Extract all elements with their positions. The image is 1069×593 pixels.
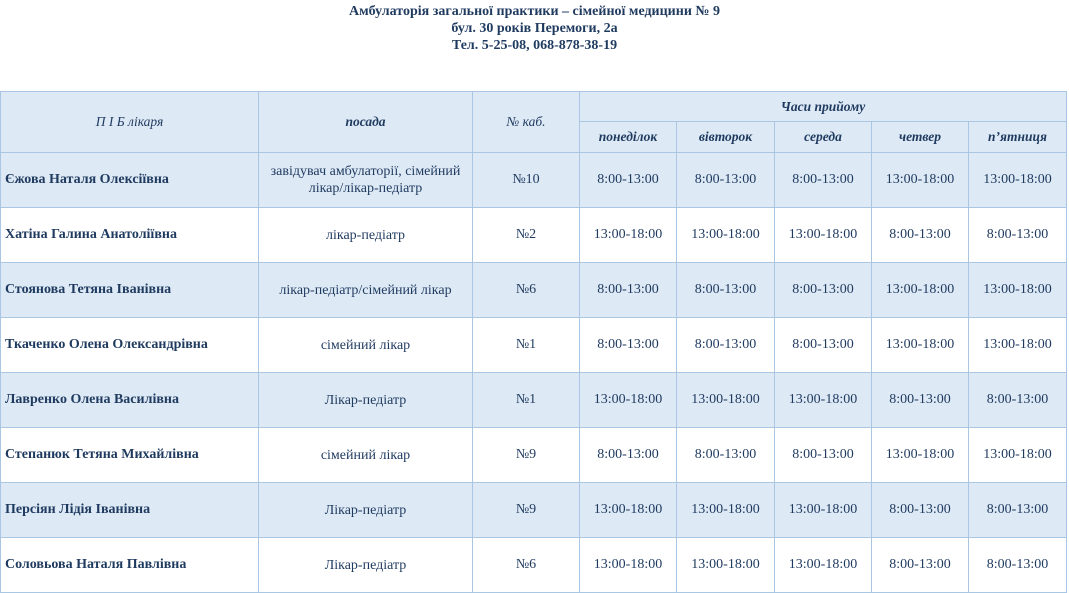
hours-cell: 8:00-13:00: [677, 153, 775, 208]
doctor-position: сімейний лікар: [259, 428, 473, 483]
hours-cell: 13:00-18:00: [677, 483, 775, 538]
header-day: понеділок: [580, 122, 677, 153]
header-day: вівторок: [677, 122, 775, 153]
hours-cell: 13:00-18:00: [580, 208, 677, 263]
hours-cell: 13:00-18:00: [872, 153, 969, 208]
hours-cell: 8:00-13:00: [677, 428, 775, 483]
hours-cell: 13:00-18:00: [580, 483, 677, 538]
table-row: [1, 208, 1067, 263]
clinic-header: [0, 3, 1069, 54]
hours-cell: 8:00-13:00: [969, 373, 1067, 428]
hours-cell: 8:00-13:00: [580, 263, 677, 318]
doctor-name: Степанюк Тетяна Михайлівна: [1, 428, 259, 483]
hours-cell: 8:00-13:00: [969, 483, 1067, 538]
schedule-table: [0, 91, 1067, 593]
doctor-position: лікар-педіатр: [259, 208, 473, 263]
hours-cell: 8:00-13:00: [775, 153, 872, 208]
hours-cell: 13:00-18:00: [969, 318, 1067, 373]
hours-cell: 13:00-18:00: [677, 208, 775, 263]
table-row: [1, 373, 1067, 428]
table-row: [1, 153, 1067, 208]
hours-cell: 8:00-13:00: [872, 373, 969, 428]
hours-cell: 8:00-13:00: [872, 483, 969, 538]
hours-cell: 13:00-18:00: [775, 373, 872, 428]
room-number: №6: [473, 538, 580, 593]
clinic-address: бул. 30 років Перемоги, 2а: [451, 21, 618, 36]
hours-cell: 8:00-13:00: [872, 208, 969, 263]
hours-cell: 13:00-18:00: [677, 538, 775, 593]
room-number: №9: [473, 428, 580, 483]
table-row: [1, 483, 1067, 538]
hours-cell: 13:00-18:00: [580, 538, 677, 593]
table-row: [1, 428, 1067, 483]
hours-cell: 13:00-18:00: [872, 428, 969, 483]
hours-cell: 13:00-18:00: [969, 153, 1067, 208]
header-hours: Часи прийому: [580, 92, 1067, 122]
doctor-position: Лікар-педіатр: [259, 373, 473, 428]
hours-cell: 8:00-13:00: [677, 263, 775, 318]
hours-cell: 8:00-13:00: [580, 428, 677, 483]
hours-cell: 13:00-18:00: [580, 373, 677, 428]
table-row: [1, 318, 1067, 373]
hours-cell: 13:00-18:00: [775, 538, 872, 593]
hours-cell: 8:00-13:00: [872, 538, 969, 593]
doctor-position: Лікар-педіатр: [259, 538, 473, 593]
doctor-name: Стоянова Тетяна Іванівна: [1, 263, 259, 318]
header-day: четвер: [872, 122, 969, 153]
hours-cell: 13:00-18:00: [677, 373, 775, 428]
hours-cell: 13:00-18:00: [969, 428, 1067, 483]
hours-cell: 8:00-13:00: [580, 153, 677, 208]
doctor-name: Соловьова Наталя Павлівна: [1, 538, 259, 593]
hours-cell: 8:00-13:00: [969, 538, 1067, 593]
clinic-phone: Тел. 5-25-08, 068-878-38-19: [451, 38, 618, 53]
hours-cell: 8:00-13:00: [775, 428, 872, 483]
room-number: №6: [473, 263, 580, 318]
room-number: №1: [473, 373, 580, 428]
hours-cell: 8:00-13:00: [775, 263, 872, 318]
doctor-position: сімейний лікар: [259, 318, 473, 373]
room-number: №9: [473, 483, 580, 538]
room-number: №2: [473, 208, 580, 263]
hours-cell: 13:00-18:00: [775, 483, 872, 538]
doctor-position: Лікар-педіатр: [259, 483, 473, 538]
doctor-position: лікар-педіатр/сімейний лікар: [259, 263, 473, 318]
hours-cell: 13:00-18:00: [775, 208, 872, 263]
header-day: п’ятниця: [969, 122, 1067, 153]
hours-cell: 13:00-18:00: [872, 263, 969, 318]
table-row: [1, 538, 1067, 593]
room-number: №1: [473, 318, 580, 373]
doctor-position: завідувач амбулаторії, сімейний лікар/лікар-педіатр: [259, 153, 473, 208]
header-room: № каб.: [473, 92, 580, 153]
hours-cell: 13:00-18:00: [969, 263, 1067, 318]
doctor-name: Хатіна Галина Анатоліївна: [1, 208, 259, 263]
hours-cell: 8:00-13:00: [580, 318, 677, 373]
hours-cell: 13:00-18:00: [872, 318, 969, 373]
doctor-name: Ткаченко Олена Олександрівна: [1, 318, 259, 373]
room-number: №10: [473, 153, 580, 208]
doctor-name: Єжова Наталя Олексіївна: [1, 153, 259, 208]
doctor-name: Персіян Лідія Іванівна: [1, 483, 259, 538]
table-row: [1, 263, 1067, 318]
hours-cell: 8:00-13:00: [969, 208, 1067, 263]
header-doctor-name: П І Б лікаря: [1, 92, 259, 153]
header-position: посада: [259, 92, 473, 153]
doctor-name: Лавренко Олена Василівна: [1, 373, 259, 428]
clinic-name: Амбулаторія загальної практики – сімейної медицини № 9: [349, 4, 720, 19]
hours-cell: 8:00-13:00: [677, 318, 775, 373]
hours-cell: 8:00-13:00: [775, 318, 872, 373]
header-day: середа: [775, 122, 872, 153]
